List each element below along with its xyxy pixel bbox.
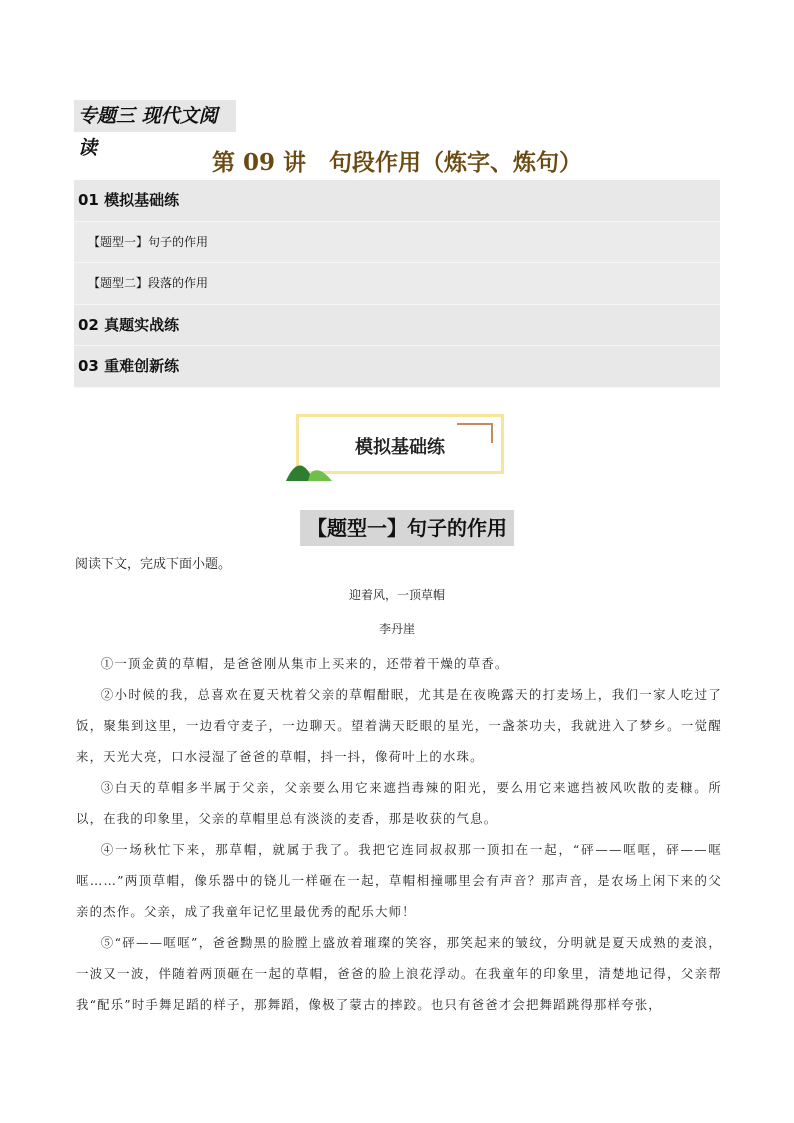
table-of-contents bbox=[74, 180, 720, 388]
essay-paragraph: ④一场秋忙下来，那草帽，就属于我了。我把它连同叔叔那一顶扣在一起，“砰——哐哐，砰——哐哐……”两顶草帽，像乐器中的铙儿一样砸在一起，草帽相撞哪里会有声音？那声音，是农场上闲下来的父亲的杰作。父亲，成了我童年记忆里最优秀的配乐大师！ bbox=[76, 842, 722, 919]
toc-item-real-exam[interactable]: 02 真题实战练 bbox=[74, 305, 720, 347]
instruction-text: 阅读下文，完成下面小题。 bbox=[75, 557, 232, 572]
toc-item-simulation[interactable]: 01 模拟基础练 bbox=[74, 180, 720, 222]
toc-item-innovation[interactable]: 03 重难创新练 bbox=[74, 346, 720, 388]
topic-label: 专题三 现代文阅读 bbox=[74, 100, 236, 132]
section-title: 【题型一】句子的作用 bbox=[300, 510, 514, 546]
essay-author: 李丹崖 bbox=[378, 622, 415, 636]
lecture-title: 第 09 讲 句段作用（炼字、炼句） bbox=[211, 149, 583, 176]
hill-icon bbox=[284, 452, 334, 482]
essay-body bbox=[76, 648, 722, 1020]
banner-label: 模拟基础练 bbox=[355, 437, 445, 458]
toc-item-type-two[interactable]: 【题型二】段落的作用 bbox=[74, 263, 720, 305]
essay-paragraph: ⑤“砰——哐哐”，爸爸黝黑的脸膛上盛放着璀璨的笑容，那笑起来的皱纹，分明就是夏天成熟的麦浪，一波又一波，伴随着两顶砸在一起的草帽，爸爸的脸上浪花浮动。在我童年的印象里，清楚地记得，父亲帮我“配乐”时手舞足蹈的样子，那舞蹈，像极了蒙古的摔跤。也只有爸爸才会把舞蹈跳得那样夸张， bbox=[76, 935, 722, 1012]
banner-corner-mark bbox=[457, 423, 493, 425]
essay-paragraph: ②小时候的我，总喜欢在夏天枕着父亲的草帽酣眠，尤其是在夜晚露天的打麦场上，我们一家人吃过了饭，聚集到这里，一边看守麦子，一边聊天。望着满天眨眼的星光，一盏茶功夫，我就进入了梦乡。一觉醒来，天光大亮，口水浸湿了爸爸的草帽，抖一抖，像荷叶上的水珠。 bbox=[76, 687, 722, 764]
toc-item-type-one[interactable]: 【题型一】句子的作用 bbox=[74, 222, 720, 264]
essay-paragraph: ①一顶金黄的草帽，是爸爸刚从集市上买来的，还带着干燥的草香。 bbox=[100, 656, 509, 671]
essay-paragraph: ③白天的草帽多半属于父亲，父亲要么用它来遮挡毒辣的阳光，要么用它来遮挡被风吹散的麦糠。所以，在我的印象里，父亲的草帽里总有淡淡的麦香，那是收获的气息。 bbox=[76, 780, 722, 826]
essay-title: 迎着风，一顶草帽 bbox=[348, 588, 445, 602]
